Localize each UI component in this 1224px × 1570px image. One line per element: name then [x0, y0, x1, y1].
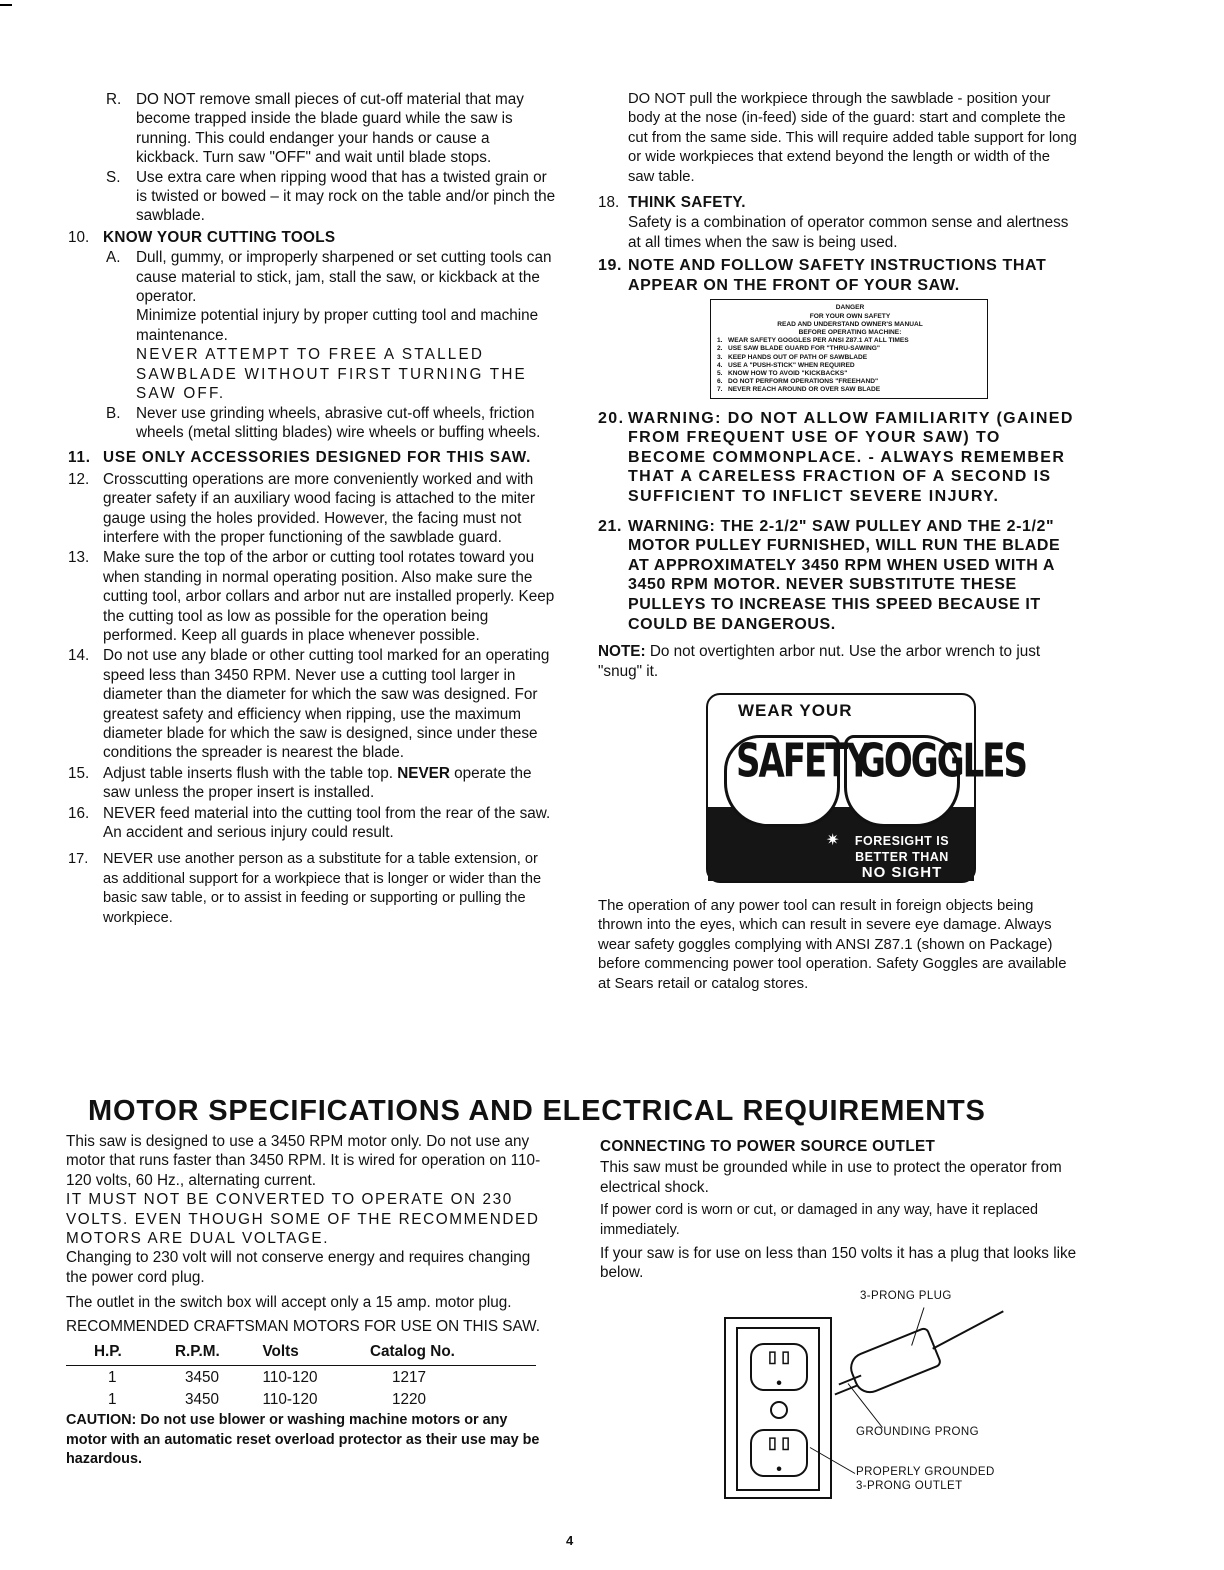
label-item	[717, 386, 983, 394]
item-r-text: DO NOT remove small pieces of cut-off material that may become trapped inside the blade guard while the saw is running. This could endanger your hands or cause a kickback. Turn saw "OFF" and wait until blade stops.	[136, 91, 524, 167]
electrical-p3: If your saw is for use on less than 150 volts it has a plug that looks like below.	[600, 1245, 1077, 1282]
item-15-num: 15.	[68, 764, 90, 782]
col-volts: Volts	[262, 1342, 369, 1366]
item-18-num: 18.	[598, 194, 620, 212]
label-item	[717, 378, 983, 386]
item-10a-p2: Minimize potential injury by proper cutting tool and machine maintenance.	[136, 307, 539, 344]
item-18-heading: THINK SAFETY.	[628, 194, 746, 212]
label-item-num: 7.	[717, 386, 723, 394]
item-18-text: Safety is a combination of operator common sense and alertness at all times when the saw is being used.	[628, 214, 1069, 251]
electrical-p2: If power cord is worn or cut, or damaged in any way, have it replaced immediately.	[600, 1202, 1039, 1238]
receptacle-top: ▯ ▯ •	[750, 1343, 808, 1391]
slogan-line-2: BETTER THAN	[855, 850, 949, 865]
item-19-text: NOTE AND FOLLOW SAFETY INSTRUCTIONS THAT APPEAR ON THE FRONT OF YOUR SAW.	[628, 257, 1047, 294]
label-item-num: 6.	[717, 378, 723, 386]
label-item	[717, 345, 983, 353]
label-item-text: KNOW HOW TO AVOID "KICKBACKS"	[728, 370, 848, 378]
item-10a	[68, 248, 556, 306]
label-item-text: USE SAW BLADE GUARD FOR "THRU-SAWING"	[728, 345, 881, 353]
item-16	[68, 804, 556, 843]
label-item-num: 2.	[717, 345, 723, 353]
label-item	[717, 354, 983, 362]
burst-icon: ✷	[826, 832, 840, 850]
item-15-text2: operate the saw unless the proper insert is installed.	[103, 764, 532, 802]
label-own-safety: FOR YOUR OWN SAFETY	[809, 312, 891, 320]
item-14-num: 14.	[68, 647, 90, 665]
motor-caution	[66, 1411, 544, 1469]
cell-volts: 110-120	[262, 1369, 318, 1387]
label-danger: DANGER	[835, 304, 865, 312]
arbor-note-label: NOTE:	[598, 643, 646, 661]
label-item-num: 3.	[717, 353, 723, 361]
item-21	[598, 517, 1080, 635]
item-14	[68, 646, 556, 762]
item-10a-text: Dull, gummy, or improperly sharpened or set cutting tools can cause material to stick, jam, stall the saw, or kickback at the operator.	[136, 249, 552, 306]
item-20-text: WARNING: DO NOT ALLOW FAMILIARITY (GAINED FROM FREQUENT USE OF YOUR SAW) TO BECOME COMMONPLACE. - ALWAYS REMEMBER THAT A CARELESS FRACTION OF A SECOND IS SUFFICIENT TO INFLICT SEVERE INJURY.	[628, 409, 1074, 506]
item-s	[68, 168, 556, 226]
motor-table	[66, 1342, 536, 1409]
caution-label: CAUTION:	[66, 1412, 137, 1429]
motor-p2: The outlet in the switch box will accept only a 15 amp. motor plug.	[66, 1294, 512, 1312]
item-19-num: 19.	[598, 257, 623, 275]
item-12	[68, 470, 556, 548]
item-18	[598, 193, 1080, 212]
label-item-text: NEVER REACH AROUND OR OVER SAW BLADE	[728, 386, 881, 394]
col-catalog: Catalog No.	[370, 1342, 536, 1366]
cell-rpm: 3450	[184, 1369, 219, 1387]
label-item	[717, 370, 983, 378]
label-item	[717, 337, 983, 345]
item-r-num: R.	[106, 91, 122, 108]
label-grounding-prong: GROUNDING PRONG	[856, 1425, 979, 1438]
item-10	[68, 228, 556, 247]
cell-volts: 110-120	[262, 1390, 318, 1408]
item-20	[598, 409, 1080, 507]
item-13-num: 13.	[68, 549, 90, 567]
caution-text: Do not use blower or washing machine motors or any motor with an automatic reset overload protector as their use may be hazardous.	[66, 1412, 540, 1468]
item-11-text: USE ONLY ACCESSORIES DESIGNED FOR THIS SAW.	[103, 449, 532, 467]
motor-p3: RECOMMENDED CRAFTSMAN MOTORS FOR USE ON THIS SAW.	[66, 1317, 540, 1335]
right-column	[598, 90, 1080, 994]
goggles-word-goggles: GOGGLES	[858, 734, 1027, 789]
item-15-bold: NEVER	[397, 764, 450, 782]
item-15	[68, 764, 556, 803]
left-column	[68, 90, 556, 929]
slogan-line-3: NO SIGHT	[861, 864, 943, 882]
electrical-requirements	[600, 1137, 1082, 1499]
col-hp: H.P.	[66, 1342, 175, 1366]
label-item-text: WEAR SAFETY GOGGLES PER ANSI Z87.1 AT ALL TIMES	[728, 337, 909, 345]
label-item	[717, 362, 983, 370]
item-21-text: WARNING: THE 2-1/2" SAW PULLEY AND THE 2-1/2" MOTOR PULLEY FURNISHED, WILL RUN THE BLADE AT APPROXIMATELY 3450 RPM WHEN USED WITH A 3450 RPM MOTOR. NEVER SUBSTITUTE THESE PULLEYS TO INCREASE THIS SPEED BECAUSE IT COULD BE DANGEROUS.	[628, 517, 1061, 633]
goggles-slogan	[842, 833, 962, 881]
safety-goggles-graphic	[706, 693, 1027, 883]
cell-catalog: 1220	[391, 1390, 426, 1408]
cell-catalog: 1217	[391, 1369, 426, 1387]
item-20-num: 20.	[598, 409, 625, 427]
item-11	[68, 448, 556, 467]
item-13	[68, 548, 556, 645]
arbor-note-text: Do not overtighten arbor nut. Use the arbor wrench to just "snug" it.	[598, 643, 1041, 680]
outlet-plug-figure	[710, 1289, 1130, 1499]
item-15-text: Adjust table inserts flush with the table top.	[103, 764, 393, 782]
item-17-continued: DO NOT pull the workpiece through the sawblade - position your body at the nose (in-feed) side of the guard: start and complete the cut from the same side. This will require added table support for long or wide workpieces that extend beyond the length or width of the saw table.	[628, 91, 1077, 185]
table-row	[66, 1366, 536, 1388]
table-row	[66, 1388, 536, 1409]
corner-mark	[0, 4, 12, 6]
label-item-num: 4.	[717, 361, 723, 369]
item-17-num: 17.	[68, 851, 89, 868]
col-rpm: R.P.M.	[175, 1342, 262, 1366]
label-item-text: KEEP HANDS OUT OF PATH OF SAWBLADE	[728, 353, 868, 361]
table-header-row	[66, 1342, 536, 1366]
label-item-num: 1.	[717, 337, 723, 345]
motor-specs	[66, 1132, 544, 1470]
plug-icon	[845, 1326, 942, 1398]
label-item-num: 5.	[717, 370, 723, 378]
label-3-prong-plug: 3-PRONG PLUG	[860, 1289, 952, 1302]
item-s-num: S.	[106, 168, 121, 186]
electrical-heading: CONNECTING TO POWER SOURCE OUTLET	[600, 1138, 936, 1155]
outlet-plate-inner	[736, 1327, 820, 1491]
slogan-line-1: FORESIGHT IS	[854, 834, 950, 849]
label-before: BEFORE OPERATING MACHINE:	[798, 329, 902, 337]
electrical-p1: This saw must be grounded while in use to protect the operator from electrical shock.	[600, 1159, 1062, 1196]
receptacle-bottom: ▯ ▯ •	[750, 1429, 808, 1477]
item-10b-text: Never use grinding wheels, abrasive cut-off wheels, friction wheels (metal slitting blades) wire wheels or buffing wheels.	[136, 404, 541, 441]
item-12-num: 12.	[68, 470, 90, 488]
label-read-manual: READ AND UNDERSTAND OWNER'S MANUAL	[777, 320, 923, 328]
goggles-word-safety: SAFETY	[736, 734, 870, 789]
item-16-text: NEVER feed material into the cutting tool from the rear of the saw. An accident and serious injury could result.	[103, 804, 551, 842]
saw-danger-label	[710, 299, 988, 398]
item-10-num: 10.	[68, 228, 90, 246]
motor-p1-caps: IT MUST NOT BE CONVERTED TO OPERATE ON 230 VOLTS. EVEN THOUGH SOME OF THE RECOMMENDED MOTORS ARE DUAL VOLTAGE.	[66, 1191, 540, 1248]
prong-icon	[932, 1310, 1004, 1349]
item-14-text: Do not use any blade or other cutting tool marked for an operating speed less than 3450 RPM. Never use a cutting tool larger in diameter than the diameter for which the saw was designed. For greatest safety and efficiency when ripping, use the maximum diameter blade for which the saw is designed, since under these conditions the spreader is nearest the blade.	[103, 647, 550, 762]
item-10-heading: KNOW YOUR CUTTING TOOLS	[103, 228, 336, 246]
label-grounded-outlet-1: PROPERLY GROUNDED	[856, 1465, 995, 1478]
item-10a-p3: NEVER ATTEMPT TO FREE A STALLED SAWBLADE WITHOUT FIRST TURNING THE SAW OFF.	[136, 346, 527, 403]
item-10b-num: B.	[106, 404, 121, 422]
page-number: 4	[566, 1533, 574, 1548]
goggles-title: WEAR YOUR	[738, 701, 853, 721]
section-title: MOTOR SPECIFICATIONS AND ELECTRICAL REQUIREMENTS	[88, 1095, 986, 1127]
motor-p1: This saw is designed to use a 3450 RPM motor only. Do not use any motor that runs faster than 3450 RPM. It is wired for operation on 110-120 volts, 60 Hz., alternating current.	[66, 1133, 541, 1189]
item-10a-num: A.	[106, 249, 121, 267]
item-17-text: NEVER use another person as a substitute for a table extension, or as additional support for a workpiece that is longer or wider than the basic saw table, or to assist in feeding or supporting or pulling the workpiece.	[103, 851, 542, 926]
cell-hp: 1	[108, 1390, 117, 1408]
item-11-num: 11.	[68, 449, 91, 467]
screw-icon	[770, 1401, 788, 1419]
arbor-note	[598, 642, 1080, 681]
item-10b	[68, 404, 556, 443]
item-19	[598, 256, 1080, 295]
cell-rpm: 3450	[184, 1390, 219, 1408]
goggles-frame	[706, 693, 1027, 883]
item-17	[68, 850, 556, 928]
item-13-text: Make sure the top of the arbor or cutting tool rotates toward you when standing in normal operating position. Also make sure the cutting tool, arbor collars and arbor nut are installed properly. Keep the cutting tool as low as possible for the operation being performed. Keep all guards in place whenever possible.	[103, 549, 555, 644]
label-grounded-outlet-2: 3-PRONG OUTLET	[856, 1479, 963, 1492]
motor-p1-end: Changing to 230 volt will not conserve energy and requires changing the power cord plug.	[66, 1249, 531, 1286]
outlet-plate	[724, 1317, 832, 1499]
item-r	[68, 90, 556, 168]
cell-hp: 1	[108, 1369, 117, 1387]
goggles-paragraph: The operation of any power tool can result in foreign objects being thrown into the eyes, which can result in severe eye damage. Always wear safety goggles complying with ANSI Z87.1 (shown on Package) before commencing power tool operation. Safety Goggles are available at Sears retail or catalog stores.	[598, 898, 1067, 992]
label-item-text: USE A "PUSH-STICK" WHEN REQUIRED	[728, 361, 855, 369]
item-21-num: 21.	[598, 517, 623, 535]
item-16-num: 16.	[68, 804, 90, 822]
item-s-text: Use extra care when ripping wood that has a twisted grain or is twisted or bowed – it may rock on the table and/or pinch the sawblade.	[136, 168, 556, 225]
label-item-text: DO NOT PERFORM OPERATIONS "FREEHAND"	[728, 378, 879, 386]
item-12-text: Crosscutting operations are more conveniently worked and with greater safety if an auxiliary wood facing is attached to the miter gauge using the holes provided. However, the facing must not interfere with the proper functioning of the sawblade guard.	[103, 470, 535, 546]
